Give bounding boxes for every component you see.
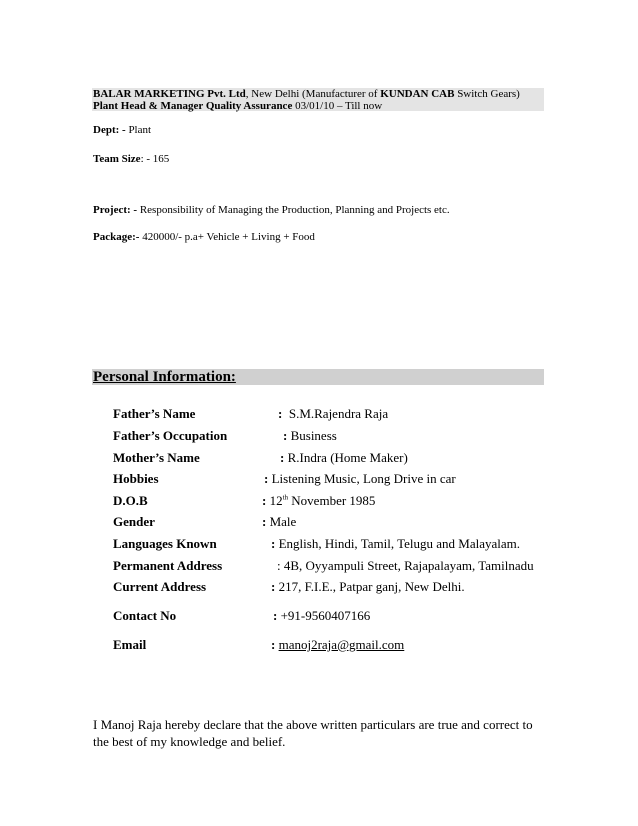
fathers-name-label: Father’s Name — [113, 406, 196, 421]
employment-role-line — [93, 101, 382, 112]
project-line — [93, 205, 450, 216]
hobbies-value: : Listening Music, Long Drive in car — [264, 471, 456, 486]
contact-no-label: Contact No — [113, 608, 177, 623]
project-label: Project: - — [93, 204, 138, 216]
role-period: 03/01/10 – Till now — [292, 100, 383, 112]
dob-label: D.O.B — [113, 493, 148, 508]
brand-suffix: Switch Gears) — [454, 88, 520, 100]
package-line — [93, 232, 315, 243]
dept-value: Plant — [125, 124, 152, 136]
mothers-name-label: Mother’s Name — [113, 450, 200, 465]
permanent-address-value: : 4B, Oyyampuli Street, Rajapalayam, Tamilnadu — [277, 558, 534, 573]
company-name: BALAR MARKETING Pvt. Ltd — [93, 88, 246, 100]
team-size-label: Team Size — [93, 153, 141, 165]
company-location: , New Delhi (Manufacturer of — [245, 88, 381, 100]
package-value: 420000/- p.a+ Vehicle + Living + Food — [139, 231, 315, 243]
gender-value: : Male — [262, 514, 297, 529]
email-link[interactable]: manoj2raja@gmail.com — [278, 637, 405, 652]
hobbies-label: Hobbies — [113, 471, 159, 486]
dept-line — [93, 125, 151, 136]
employment-company-line — [93, 89, 520, 100]
fathers-name-value: : S.M.Rajendra Raja — [278, 406, 389, 421]
current-address-label: Current Address — [113, 579, 207, 594]
dept-label: Dept: - — [93, 124, 126, 136]
languages-value: : English, Hindi, Tamil, Telugu and Malayalam. — [271, 536, 521, 551]
team-size-line — [93, 154, 169, 165]
email-value: : manoj2raja@gmail.com — [271, 637, 405, 652]
contact-no-value: : +91-9560407166 — [273, 608, 371, 623]
personal-info-title: Personal Information: — [93, 369, 236, 385]
fathers-occupation-value: : Business — [283, 428, 337, 443]
package-label: Package:- — [93, 231, 140, 243]
gender-label: Gender — [113, 514, 155, 529]
languages-label: Languages Known — [113, 536, 217, 551]
team-size-value: : - 165 — [140, 153, 170, 165]
email-label: Email — [113, 637, 147, 652]
project-value: Responsibility of Managing the Production, Planning and Projects etc. — [137, 204, 450, 216]
role-title: Plant Head & Manager Quality Assurance — [93, 100, 293, 112]
permanent-address-label: Permanent Address — [113, 558, 223, 573]
brand-name: KUNDAN CAB — [380, 88, 455, 100]
dob-value: : 12th November 1985 — [262, 493, 376, 508]
declaration-text: I Manoj Raja hereby declare that the above written particulars are true and correct to the best of my knowledge and belief. — [93, 717, 533, 749]
mothers-name-value: : R.Indra (Home Maker) — [280, 450, 408, 465]
fathers-occupation-label: Father’s Occupation — [113, 428, 228, 443]
current-address-value: : 217, F.I.E., Patpar ganj, New Delhi. — [271, 579, 465, 594]
